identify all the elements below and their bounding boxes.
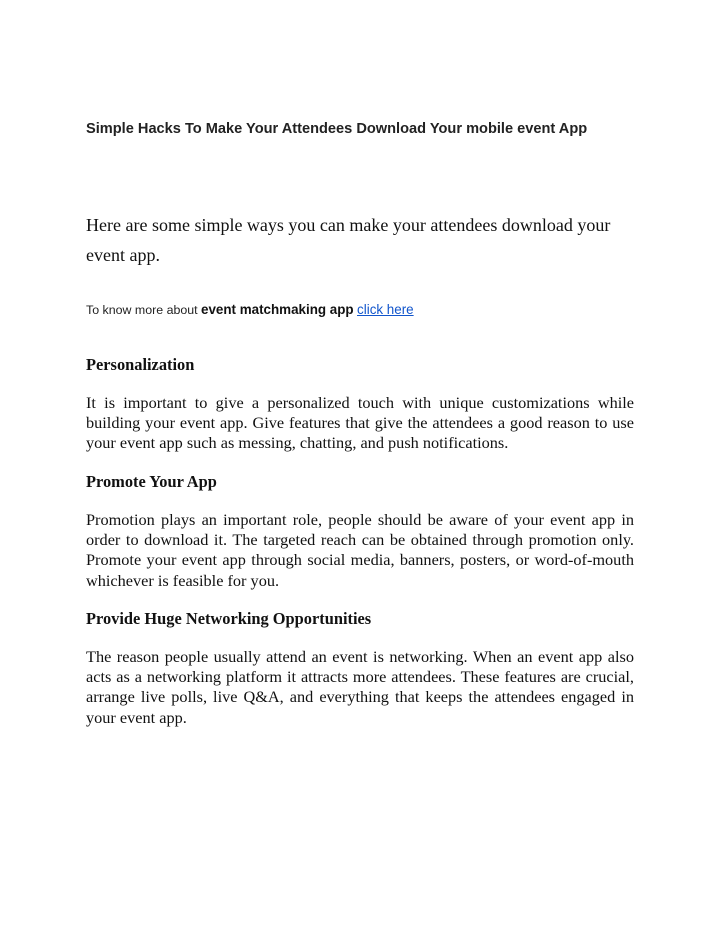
more-info-prefix: To know more about [86, 303, 202, 317]
section-paragraph: Promotion plays an important role, people should be aware of your event app in order to download it. The targeted reach can be obtained through promotion only. Promote your event app through social media, banners, posters, or word-of-mouth whichever is feasible for you. [86, 510, 634, 590]
click-here-link[interactable]: click here [357, 302, 414, 317]
document-title: Simple Hacks To Make Your Attendees Download Your mobile event App [86, 121, 588, 137]
section-paragraph: It is important to give a personalized touch with unique customizations while building your event app. Give features that give the attendees a good reason to use your event app such as messing, chatting, and push notifications. [86, 393, 634, 453]
section-heading: Provide Huge Networking Opportunities [86, 609, 372, 628]
section-body-promote-your-app [86, 510, 634, 591]
section-heading: Personalization [86, 355, 195, 374]
intro-paragraph: Here are some simple ways you can make your attendees download your event app. [86, 215, 611, 265]
section-paragraph: The reason people usually attend an event is networking. When an event app also acts as a networking platform it attracts more attendees. These features are crucial, arrange live polls, live Q&A, and everything that keeps the attendees engaged in your event app. [86, 647, 634, 727]
section-heading: Promote Your App [86, 472, 217, 491]
section-body-personalization [86, 393, 634, 454]
section-heading-promote-your-app [86, 472, 634, 492]
more-info-line [86, 301, 634, 319]
section-heading-networking [86, 609, 634, 629]
section-body-networking [86, 647, 634, 728]
more-info-bold-text: event matchmaking app [201, 302, 354, 317]
section-heading-personalization [86, 355, 634, 375]
